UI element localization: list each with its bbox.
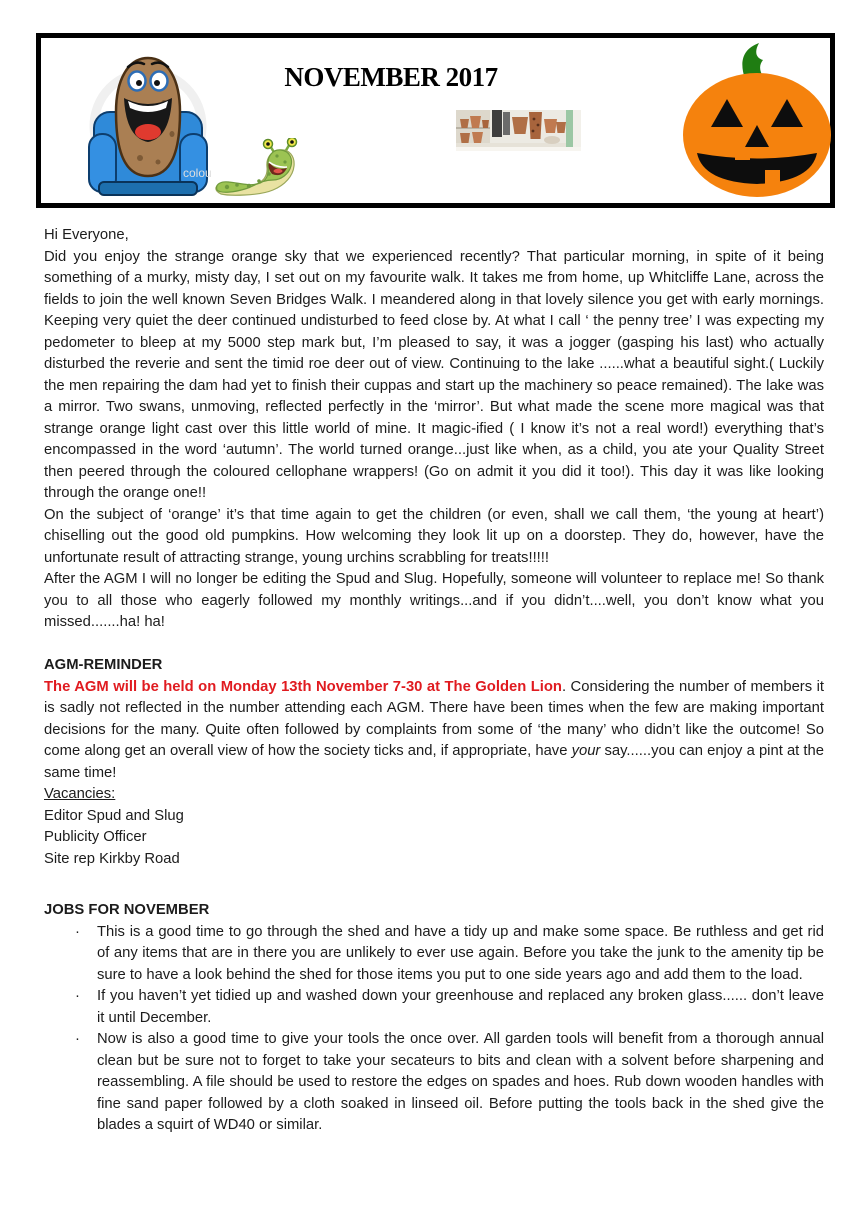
- job-item: [44, 1029, 824, 1137]
- editor-farewell-paragraph: After the AGM I will no longer be editing the Spud and Slug. Hopefully, someone will volunteer to replace me! So thank you to all those who eagerly followed my monthly writings...and if you didn’t....well, you don’t know what you missed.......ha! ha!: [44, 571, 824, 630]
- greeting: Hi Everyone,: [44, 227, 129, 243]
- spacer: [44, 870, 824, 900]
- agm-highlight-text: The AGM will be held on Monday 13th November 7-30 at The Golden Lion: [44, 678, 562, 695]
- vacancy-item: Editor Spud and Slug: [44, 807, 184, 824]
- bullet-dot: ·: [75, 1031, 80, 1047]
- jobs-list: [44, 922, 824, 1137]
- bullet-dot: ·: [75, 923, 80, 940]
- vacancy-item: Publicity Officer: [44, 829, 147, 845]
- stock-watermark-text: colou: [183, 166, 212, 180]
- job-item: [44, 986, 824, 1029]
- agm-paragraph: [44, 677, 824, 785]
- clay-pots-photo: [456, 110, 581, 151]
- slug-mascot-image: [211, 138, 303, 198]
- newsletter-body: [44, 225, 824, 1137]
- agm-heading: AGM-REMINDER: [44, 657, 163, 673]
- job-item-text: Now is also a good time to give your tools the once over. All garden tools will benefit from a thorough annual clean but be sure not to forget to take your secateurs to bits and clean with a solvent before sharpening and reassembling. A file should be used to restore the edges on spades and hoes. Rub down wooden handles with fine sand paper followed by a cloth soaked in linseed oil. Before putting the tools back in the shed give the blades a squirt of WD40 or similar.: [97, 1031, 824, 1133]
- vacancies-label: Vacancies:: [44, 786, 116, 802]
- vacancy-item: Site rep Kirkby Road: [44, 850, 180, 867]
- bullet-dot: ·: [75, 988, 80, 1004]
- pumpkin-image: [681, 43, 833, 200]
- agm-closing-text: say......you can enjoy a pint at the same time!: [44, 743, 824, 781]
- newsletter-title: NOVEMBER 2017: [284, 62, 498, 92]
- spacer: [44, 634, 824, 656]
- jobs-heading: JOBS FOR NOVEMBER: [44, 902, 210, 918]
- agm-italic-word: your: [571, 743, 601, 759]
- job-item-text: If you haven’t yet tidied up and washed down your greenhouse and replaced any broken glass...... don’t leave it until December.: [97, 988, 824, 1026]
- intro-paragraph: Did you enjoy the strange orange sky that we experienced recently? That particular morning, in spite of it being something of a murky, misty day, I set out on my favourite walk. It takes me from home, up Whitcliffe Lane, across the fields to join the well known Seven Bridges Walk. I meandered along in that lovely silence you get with early mornings. Keeping very quiet the deer continued undisturbed to feed close by. At what I call ‘ the penny tree’ I was expecting my pedometer to bleep at my 5000 step mark but, I’m pleased to say, it was a jogger (gasping his last) who actually disturbed the reverie and sent the timid roe deer out of view. Continuing to the lake ......what a beautiful sight.( Luckily the men repairing the dam had yet to finish their cuppas and start up the machinery so peace remained). The lake was a mirror. Two swans, unmoving, reflected perfectly in the ‘mirror’. But what made the scene more magical was that strange orange light cast over this little world of mine. It magic-ified ( I know it’s not a real word!) everything that’s encompassed in the word ‘autumn’. The world turned orange...just like when, as a child, you ate your Quality Street then peered through the coloured cellophane wrappers! (Go on admit it you did it too!). This day it was like looking through the orange one!!: [44, 248, 824, 501]
- job-item: [44, 922, 824, 987]
- newsletter-header: [36, 33, 835, 208]
- agm-body-text: . Considering the number of members it is sadly not reflected in the number attending each AGM. There have been times when the few are making important decisions for the many. Quite often followed by complaints from some of ‘the many’ who didn’t like the outcome! So come along get an overall view of how the society ticks and, if appropriate, have: [44, 678, 824, 759]
- job-item-text: This is a good time to go through the shed and have a tidy up and make some space. Be ruthless and get rid of any items that are in there you are unlikely to ever use again. Before you take the junk to the amenity tip be sure to have a look behind the shed for those items you put to one side years ago and add them to the load.: [97, 923, 824, 983]
- pumpkin-paragraph: On the subject of ‘orange’ it’s that time again to get the children (or even, shall we call them, ‘the young at heart’) chiselling out the good old pumpkins. How welcoming they look lit up on a doorstep. They do, however, have the unfortunate result of attracting strange, young urchins scrabbling for treats!!!!!: [44, 506, 824, 566]
